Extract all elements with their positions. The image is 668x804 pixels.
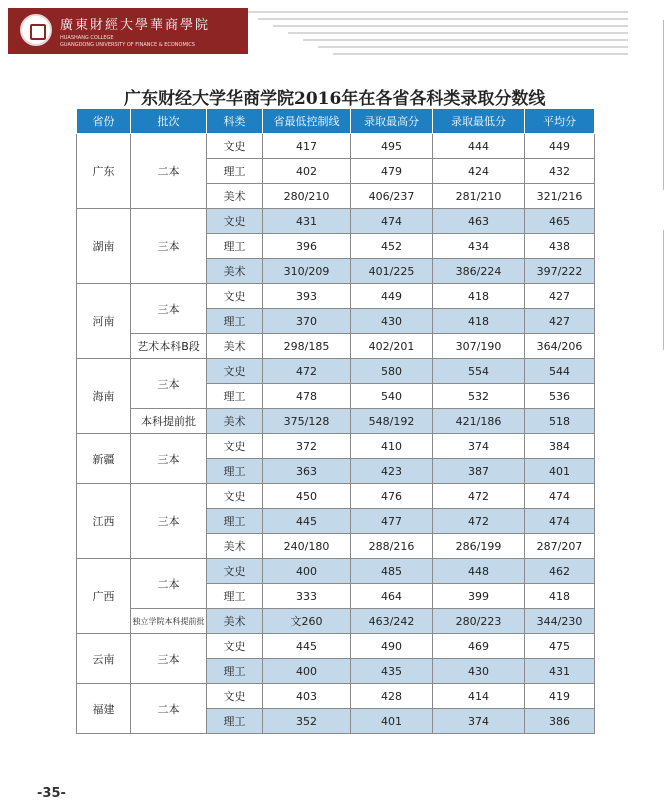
table-row [77,359,595,384]
min-score-cell: 399 [433,584,525,609]
min-score-cell: 424 [433,159,525,184]
average-cell: 397/222 [525,259,595,284]
column-header-control-line: 省最低控制线 [263,109,351,134]
average-cell: 449 [525,134,595,159]
subject-cell: 文史 [207,634,263,659]
column-header-batch: 批次 [131,109,207,134]
page-number: -35- [37,786,66,801]
column-header-average: 平均分 [525,109,595,134]
subject-cell: 理工 [207,159,263,184]
table-row [77,434,595,459]
subject-cell: 理工 [207,584,263,609]
batch-cell: 三本 [131,434,207,484]
max-score-cell: 435 [351,659,433,684]
min-score-cell: 463 [433,209,525,234]
subject-cell: 文史 [207,209,263,234]
min-score-cell: 418 [433,284,525,309]
min-score-cell: 374 [433,709,525,734]
average-cell: 475 [525,634,595,659]
control-line-cell: 402 [263,159,351,184]
subject-cell: 美术 [207,334,263,359]
average-cell: 536 [525,384,595,409]
subject-cell: 理工 [207,384,263,409]
average-cell: 432 [525,159,595,184]
batch-cell: 三本 [131,284,207,334]
max-score-cell: 479 [351,159,433,184]
page-edge-line [663,20,664,190]
control-line-cell: 403 [263,684,351,709]
subject-cell: 文史 [207,284,263,309]
max-score-cell: 401/225 [351,259,433,284]
max-score-cell: 495 [351,134,433,159]
table-row [77,134,595,159]
header-decorative-stripes [248,11,628,57]
control-line-cell: 445 [263,509,351,534]
min-score-cell: 387 [433,459,525,484]
average-cell: 364/206 [525,334,595,359]
control-line-cell: 280/210 [263,184,351,209]
batch-cell: 三本 [131,209,207,284]
batch-cell: 三本 [131,359,207,409]
table-row [77,634,595,659]
control-line-cell: 431 [263,209,351,234]
control-line-cell: 400 [263,559,351,584]
subject-cell: 理工 [207,459,263,484]
min-score-cell: 472 [433,509,525,534]
column-header-subject: 科类 [207,109,263,134]
subject-cell: 文史 [207,484,263,509]
subject-cell: 理工 [207,234,263,259]
subject-cell: 文史 [207,359,263,384]
province-cell: 新疆 [77,434,131,484]
average-cell: 544 [525,359,595,384]
subject-cell: 美术 [207,184,263,209]
subject-cell: 美术 [207,259,263,284]
subject-cell: 文史 [207,134,263,159]
batch-cell: 独立学院本科提前批 [131,609,207,634]
average-cell: 474 [525,484,595,509]
average-cell: 427 [525,284,595,309]
batch-cell: 二本 [131,559,207,609]
subject-cell: 文史 [207,434,263,459]
min-score-cell: 286/199 [433,534,525,559]
province-cell: 广西 [77,559,131,634]
subject-cell: 美术 [207,609,263,634]
average-cell: 321/216 [525,184,595,209]
college-logo-icon [20,14,52,46]
max-score-cell: 548/192 [351,409,433,434]
batch-cell: 本科提前批 [131,409,207,434]
table-row [77,409,595,434]
control-line-cell: 333 [263,584,351,609]
max-score-cell: 490 [351,634,433,659]
page-edge-line [663,230,664,350]
table-row [77,334,595,359]
max-score-cell: 402/201 [351,334,433,359]
average-cell: 427 [525,309,595,334]
average-cell: 431 [525,659,595,684]
average-cell: 344/230 [525,609,595,634]
min-score-cell: 421/186 [433,409,525,434]
college-english-name: HUASHANG COLLEGE [60,35,114,41]
subject-cell: 理工 [207,509,263,534]
max-score-cell: 476 [351,484,433,509]
max-score-cell: 423 [351,459,433,484]
average-cell: 518 [525,409,595,434]
control-line-cell: 417 [263,134,351,159]
province-cell: 湖南 [77,209,131,284]
college-header-banner [8,8,248,54]
max-score-cell: 449 [351,284,433,309]
subject-cell: 理工 [207,309,263,334]
min-score-cell: 307/190 [433,334,525,359]
table-row [77,609,595,634]
control-line-cell: 450 [263,484,351,509]
province-cell: 河南 [77,284,131,359]
column-header-max-score: 录取最高分 [351,109,433,134]
min-score-cell: 434 [433,234,525,259]
average-cell: 465 [525,209,595,234]
table-row [77,284,595,309]
control-line-cell: 393 [263,284,351,309]
control-line-cell: 352 [263,709,351,734]
max-score-cell: 580 [351,359,433,384]
max-score-cell: 540 [351,384,433,409]
university-english-name: GUANGDONG UNIVERSITY OF FINANCE & ECONOMICS [60,42,195,48]
max-score-cell: 406/237 [351,184,433,209]
province-cell: 广东 [77,134,131,209]
average-cell: 418 [525,584,595,609]
min-score-cell: 554 [433,359,525,384]
max-score-cell: 464 [351,584,433,609]
control-line-cell: 472 [263,359,351,384]
table-row [77,484,595,509]
average-cell: 384 [525,434,595,459]
control-line-cell: 240/180 [263,534,351,559]
min-score-cell: 281/210 [433,184,525,209]
min-score-cell: 280/223 [433,609,525,634]
max-score-cell: 430 [351,309,433,334]
min-score-cell: 430 [433,659,525,684]
control-line-cell: 396 [263,234,351,259]
max-score-cell: 288/216 [351,534,433,559]
subject-cell: 文史 [207,559,263,584]
table-row [77,209,595,234]
control-line-cell: 310/209 [263,259,351,284]
max-score-cell: 410 [351,434,433,459]
batch-cell: 艺术本科B段 [131,334,207,359]
control-line-cell: 445 [263,634,351,659]
control-line-cell: 400 [263,659,351,684]
table-row [77,684,595,709]
subject-cell: 理工 [207,709,263,734]
average-cell: 386 [525,709,595,734]
control-line-cell: 375/128 [263,409,351,434]
column-header-min-score: 录取最低分 [433,109,525,134]
table-row [77,559,595,584]
min-score-cell: 532 [433,384,525,409]
control-line-cell: 370 [263,309,351,334]
batch-cell: 二本 [131,684,207,734]
max-score-cell: 452 [351,234,433,259]
min-score-cell: 469 [433,634,525,659]
subject-cell: 文史 [207,684,263,709]
control-line-cell: 478 [263,384,351,409]
max-score-cell: 463/242 [351,609,433,634]
max-score-cell: 477 [351,509,433,534]
average-cell: 474 [525,509,595,534]
control-line-cell: 363 [263,459,351,484]
max-score-cell: 485 [351,559,433,584]
batch-cell: 二本 [131,134,207,209]
province-cell: 福建 [77,684,131,734]
min-score-cell: 472 [433,484,525,509]
table-header-row [77,109,595,134]
max-score-cell: 474 [351,209,433,234]
average-cell: 438 [525,234,595,259]
batch-cell: 三本 [131,634,207,684]
subject-cell: 美术 [207,534,263,559]
average-cell: 287/207 [525,534,595,559]
control-line-cell: 文260 [263,609,351,634]
province-cell: 江西 [77,484,131,559]
average-cell: 419 [525,684,595,709]
province-cell: 海南 [77,359,131,434]
control-line-cell: 298/185 [263,334,351,359]
average-cell: 401 [525,459,595,484]
admission-scores-table [76,108,595,734]
province-cell: 云南 [77,634,131,684]
batch-cell: 三本 [131,484,207,559]
subject-cell: 美术 [207,409,263,434]
min-score-cell: 418 [433,309,525,334]
min-score-cell: 414 [433,684,525,709]
min-score-cell: 386/224 [433,259,525,284]
average-cell: 462 [525,559,595,584]
min-score-cell: 374 [433,434,525,459]
max-score-cell: 401 [351,709,433,734]
min-score-cell: 448 [433,559,525,584]
column-header-province: 省份 [77,109,131,134]
control-line-cell: 372 [263,434,351,459]
table-title: 广东财经大学华商学院2016年在各省各科类录取分数线 [124,89,546,109]
min-score-cell: 444 [433,134,525,159]
college-name: 廣東財經大學華商學院 [60,18,211,33]
subject-cell: 理工 [207,659,263,684]
max-score-cell: 428 [351,684,433,709]
